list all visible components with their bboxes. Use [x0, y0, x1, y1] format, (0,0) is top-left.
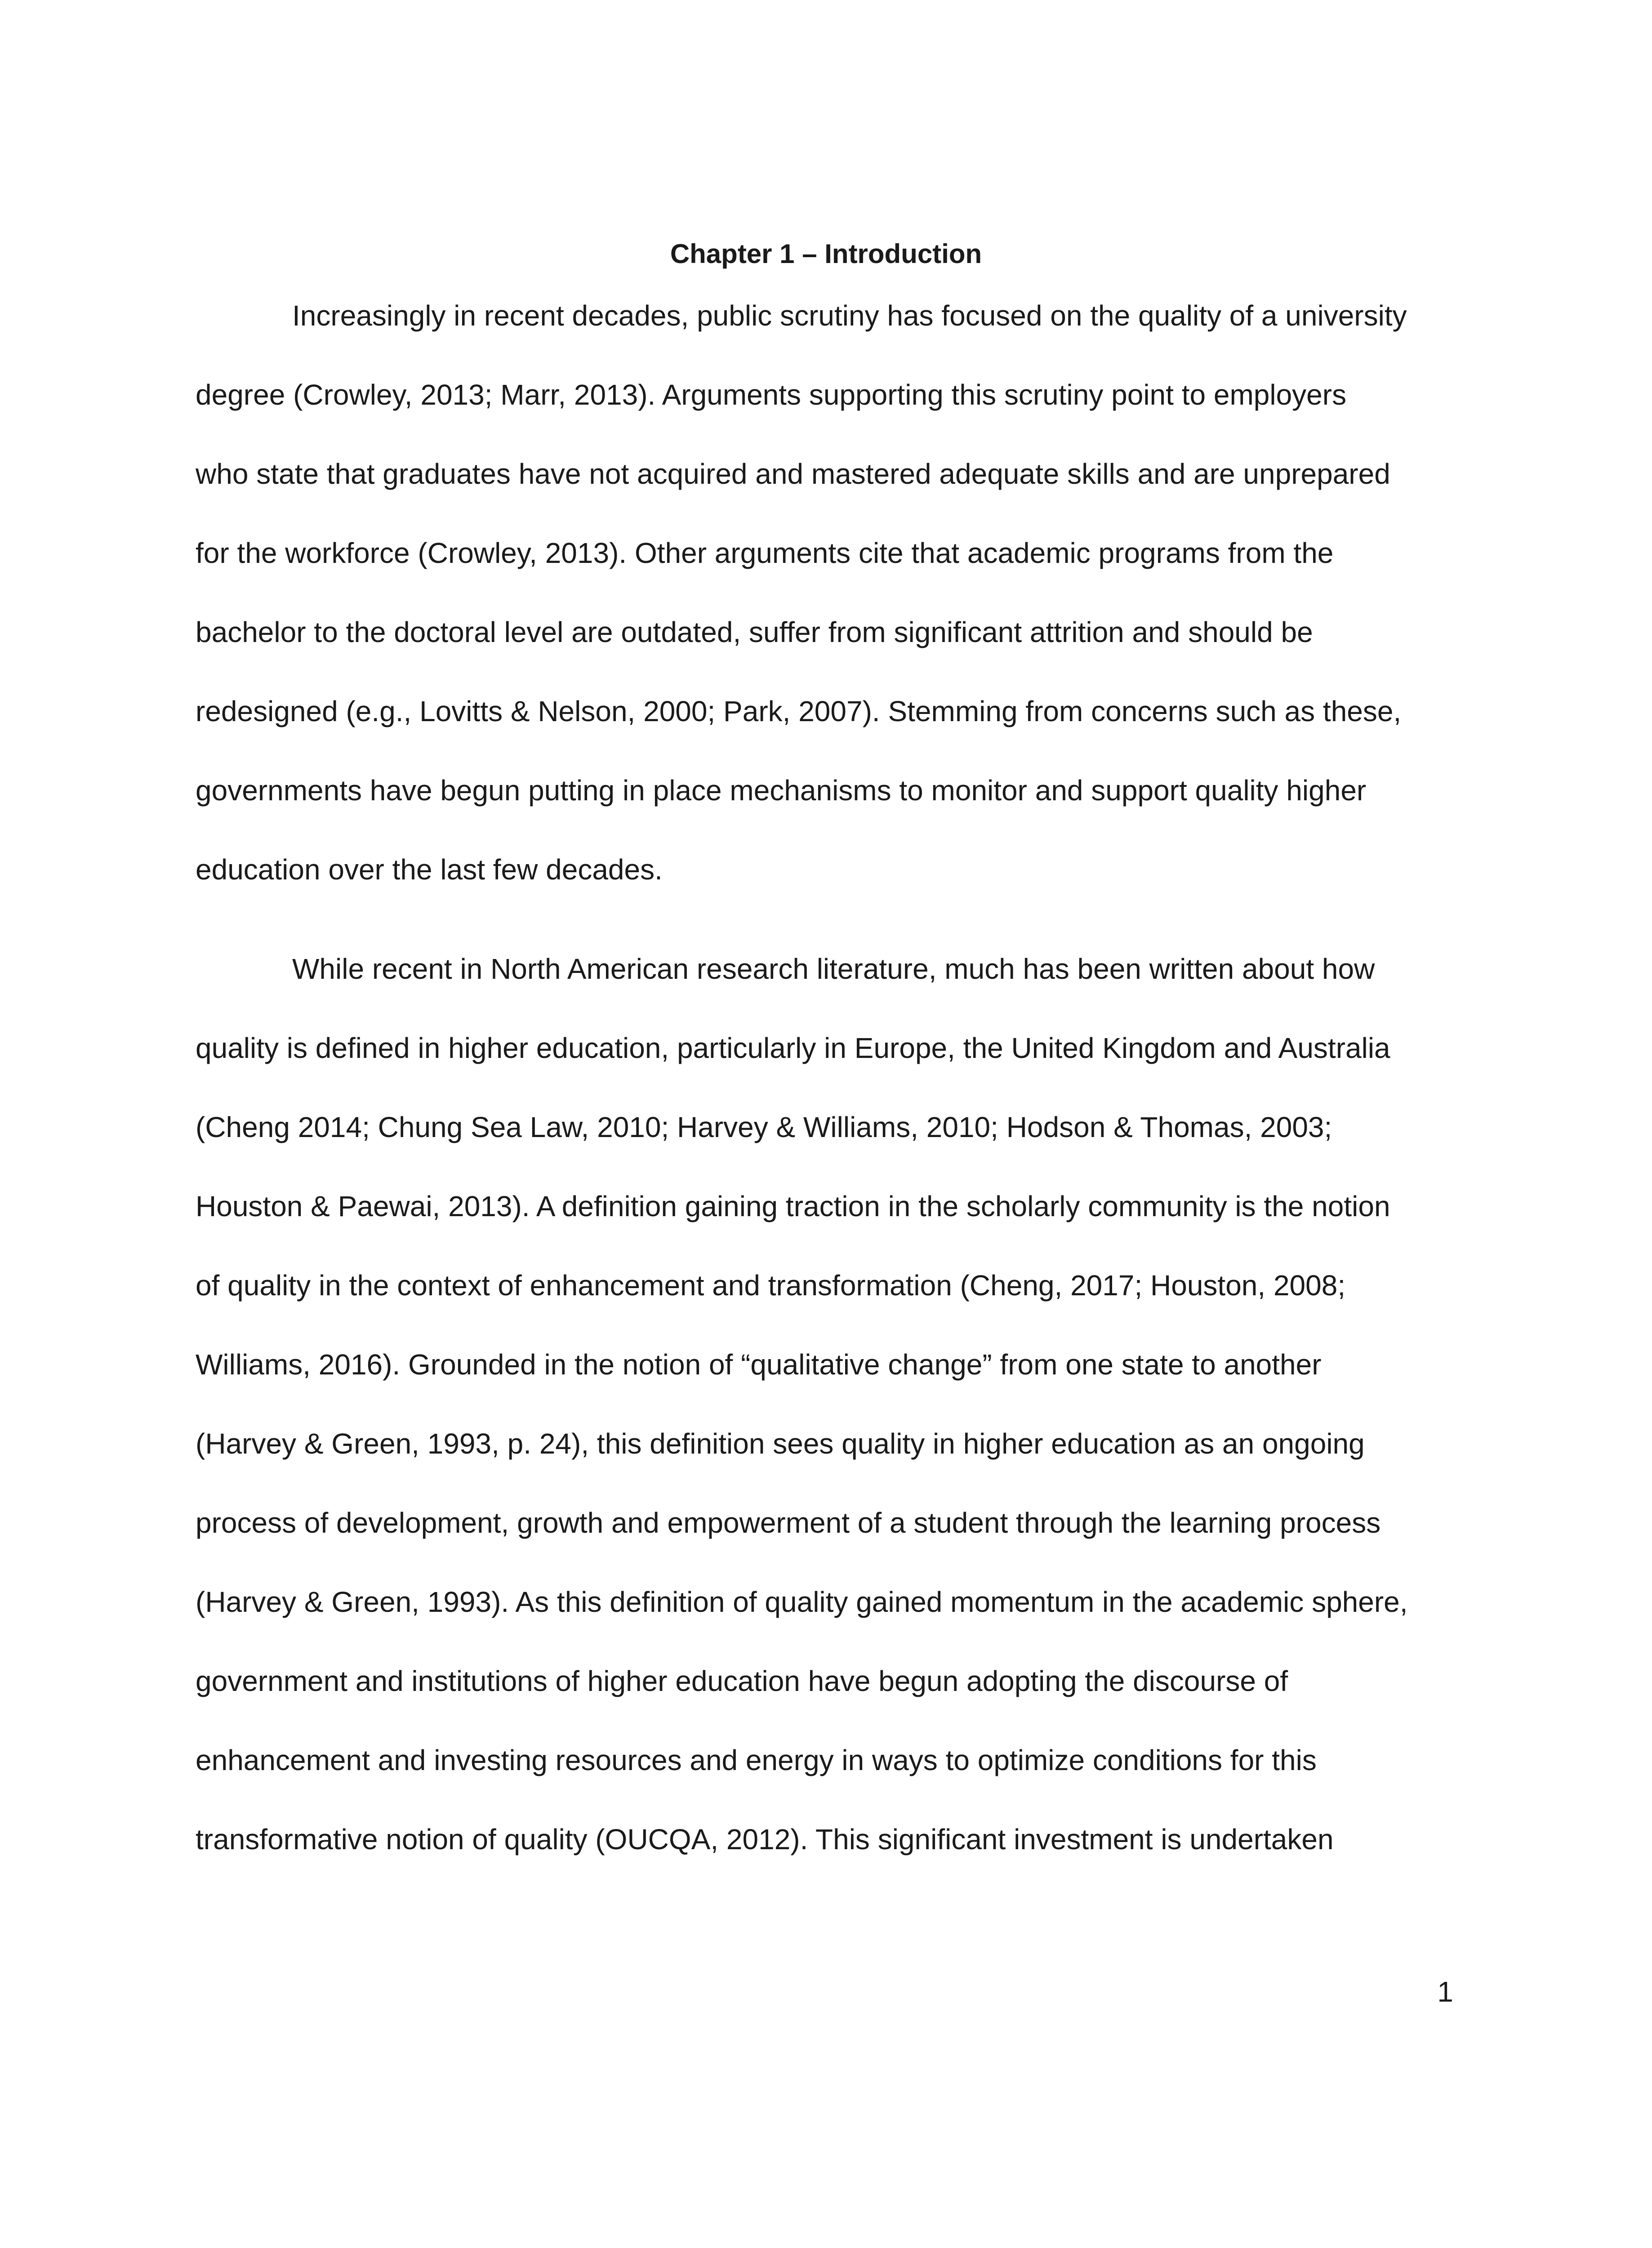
paragraph-2-line: While recent in North American research literature, much has been written about how	[292, 953, 1375, 985]
paragraph-1-line: Increasingly in recent decades, public scrutiny has focused on the quality of a university	[292, 299, 1407, 332]
page-number: 1	[1437, 1976, 1453, 2008]
paragraph-1-line: governments have begun putting in place mechanisms to monitor and support quality higher	[196, 774, 1367, 807]
paragraph-1-line: bachelor to the doctoral level are outdated, suffer from significant attrition and should be	[196, 616, 1313, 648]
paragraph-1-line: education over the last few decades.	[196, 853, 663, 886]
paragraph-1-line: degree (Crowley, 2013; Marr, 2013). Arguments supporting this scrutiny point to employers	[196, 379, 1347, 411]
paragraph-2-line: (Harvey & Green, 1993, p. 24), this definition sees quality in higher education as an ongoing	[196, 1427, 1365, 1460]
chapter-heading: Chapter 1 – Introduction	[670, 239, 982, 269]
paragraph-2-line: Houston & Paewai, 2013). A definition gaining traction in the scholarly community is the notion	[196, 1190, 1390, 1222]
paragraph-1-line: who state that graduates have not acquired and mastered adequate skills and are unprepared	[196, 458, 1390, 490]
paragraph-2-line: transformative notion of quality (OUCQA, 2012). This significant investment is undertaken	[196, 1823, 1334, 1855]
paragraph-2-line: government and institutions of higher education have begun adopting the discourse of	[196, 1665, 1288, 1697]
paragraph-2-line: process of development, growth and empowerment of a student through the learning process	[196, 1507, 1381, 1539]
paragraph-2-line: (Harvey & Green, 1993). As this definition of quality gained momentum in the academic sphere,	[196, 1586, 1408, 1618]
paragraph-2-line: quality is defined in higher education, particularly in Europe, the United Kingdom and Australia	[196, 1032, 1390, 1064]
paragraph-1-line: redesigned (e.g., Lovitts & Nelson, 2000; Park, 2007). Stemming from concerns such as these,	[196, 695, 1402, 727]
paragraph-2-line: of quality in the context of enhancement and transformation (Cheng, 2017; Houston, 2008;	[196, 1269, 1346, 1302]
paragraph-2-line: Williams, 2016). Grounded in the notion of “qualitative change” from one state to another	[196, 1348, 1322, 1381]
paragraph-2-line: (Cheng 2014; Chung Sea Law, 2010; Harvey & Williams, 2010; Hodson & Thomas, 2003;	[196, 1111, 1332, 1143]
paragraph-2-line: enhancement and investing resources and energy in ways to optimize conditions for this	[196, 1744, 1317, 1776]
paragraph-1-line: for the workforce (Crowley, 2013). Other arguments cite that academic programs from the	[196, 537, 1334, 569]
